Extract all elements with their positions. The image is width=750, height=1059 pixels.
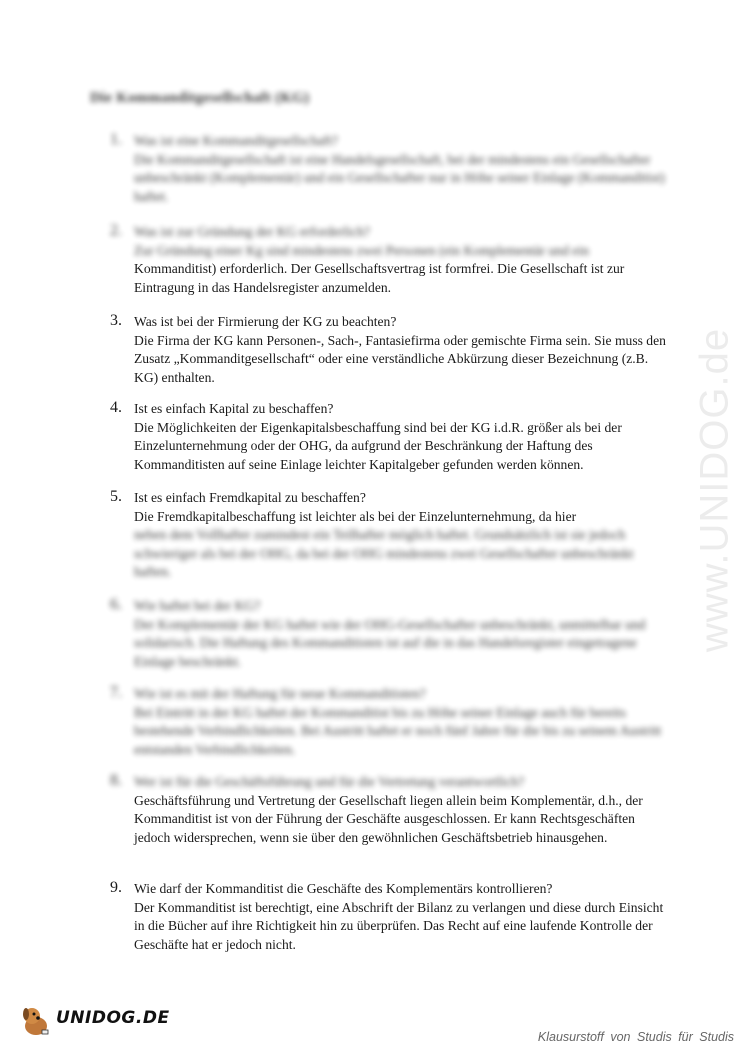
qa-item-2	[110, 223, 670, 297]
qa-item-6	[110, 597, 670, 671]
answer-text: Kommanditist) erforderlich. Der Gesellschaftsvertrag ist formfrei. Die Gesellschaft ist zur Eintragung in das Handelsregister anzumelden.	[134, 261, 625, 295]
answer-text: Geschäftsführung und Vertretung der Gesellschaft liegen allein beim Komplementär, d.h., der Kommanditist ist von der Führung der Geschäfte ausgeschlossen. Er kann Rechtsgeschäften jedoch widersprechen, wenn sie über den gewöhnlichen Geschäftsbetrieb hinausgehen.	[134, 792, 643, 845]
question-text: Wie ist es mit der Haftung für neue Kommanditisten?	[134, 686, 426, 701]
qa-item-7	[110, 685, 670, 759]
answer-text: Die Kommanditgesellschaft ist eine Handelsgesellschaft, bei der mindestens ein Gesellschafter unbeschränkt (Komplementär) und ein Gesellschafter nur in Höhe seiner Einlage (Kommanditist) haftet.	[134, 151, 665, 204]
answer-text: Bei Eintritt in der KG haftet der Kommanditist bis zu Höhe seiner Einlage auch für bereits bestehende Verbindlichkeiten. Bei Austritt haftet er noch fünf Jahre für die bis zu seinem Austritt entstanden Verbindlichkeiten.	[134, 704, 662, 757]
document-title: Die Kommanditgesellschaft (KG)	[90, 90, 310, 106]
item-number: 3.	[110, 312, 122, 329]
question-text: Wer ist für die Geschäftsführung und für die Vertretung verantwortlich?	[134, 774, 525, 789]
watermark: www.UNIDOG.de	[692, 327, 737, 653]
qa-item-3	[110, 313, 670, 387]
qa-item-8	[110, 773, 670, 847]
item-number: 6.	[110, 596, 122, 613]
qa-item-4	[110, 400, 670, 474]
item-number: 5.	[110, 488, 122, 505]
question-text: Wie haftet bei der KG?	[134, 598, 261, 613]
question-text: Was ist bei der Firmierung der KG zu beachten?	[134, 314, 397, 329]
answer-text: Die Möglichkeiten der Eigenkapitalsbeschaffung sind bei der KG i.d.R. größer als bei der Einzelunternehmung oder der OHG, da aufgrund der Beschränkung der Haftung des Kommanditisten auf seine Einlage leichter Kapitalgeber gefunden werden können.	[134, 419, 622, 472]
question-text: Wie darf der Kommanditist die Geschäfte des Komplementärs kontrollieren?	[134, 881, 553, 896]
question-text: Ist es einfach Fremdkapital zu beschaffen?	[134, 490, 366, 505]
item-number: 7.	[110, 684, 122, 701]
question-text: Was ist eine Kommanditgesellschaft?	[134, 133, 338, 148]
item-number: 2.	[110, 222, 122, 239]
unidog-logo[interactable]	[18, 1000, 170, 1040]
answer-text-blurred: Zur Gründung einer Kg sind mindestens zwei Personen (ein Komplementär und ein	[134, 242, 589, 258]
item-number: 1.	[110, 131, 122, 148]
answer-text: Die Fremdkapitalbeschaffung ist leichter als bei der Einzelunternehmung, da hier	[134, 508, 577, 524]
item-number: 4.	[110, 399, 122, 416]
qa-item-5	[110, 489, 670, 582]
item-number: 8.	[110, 772, 122, 789]
answer-text-blurred: neben dem Vollhafter zumindest ein Teilhafter möglich haftet. Grundsätzlich ist sie jedoch schwieriger als bei der OHG, da bei der OHG mindestens zwei Gesellschafter unbeschränkt haften.	[134, 527, 634, 580]
answer-text: Der Kommanditist ist berechtigt, eine Abschrift der Bilanz zu verlangen und diese durch Einsicht in die Bücher auf ihre Richtigkeit hin zu überprüfen. Das Recht auf eine laufende Kontrolle der Geschäfte hat er jedoch nicht.	[134, 899, 664, 952]
qa-item-9	[110, 880, 670, 954]
dog-mascot-icon	[18, 1000, 58, 1040]
footer-tagline: Klausurstoff von Studis für Studis	[537, 1030, 734, 1044]
item-number: 9.	[110, 879, 122, 896]
question-text: Was ist zur Gründung der KG erforderlich?	[134, 224, 370, 239]
logo-text: UNIDOG.DE	[56, 1008, 170, 1028]
question-text: Ist es einfach Kapital zu beschaffen?	[134, 401, 334, 416]
answer-text: Die Firma der KG kann Personen-, Sach-, Fantasiefirma oder gemischte Firma sein. Sie muss den Zusatz „Kommanditgesellschaft“ oder eine verständliche Abkürzung dieser Bezeichnung (z.B. KG) enthalten.	[134, 332, 666, 385]
answer-text: Der Komplementär der KG haftet wie der OHG-Gesellschafter unbeschränkt, unmittelbar und solidarisch. Die Haftung des Kommanditisten ist auf die in das Handelsregister eingetragene Einlage beschränkt.	[134, 616, 646, 669]
qa-item-1	[110, 132, 670, 206]
